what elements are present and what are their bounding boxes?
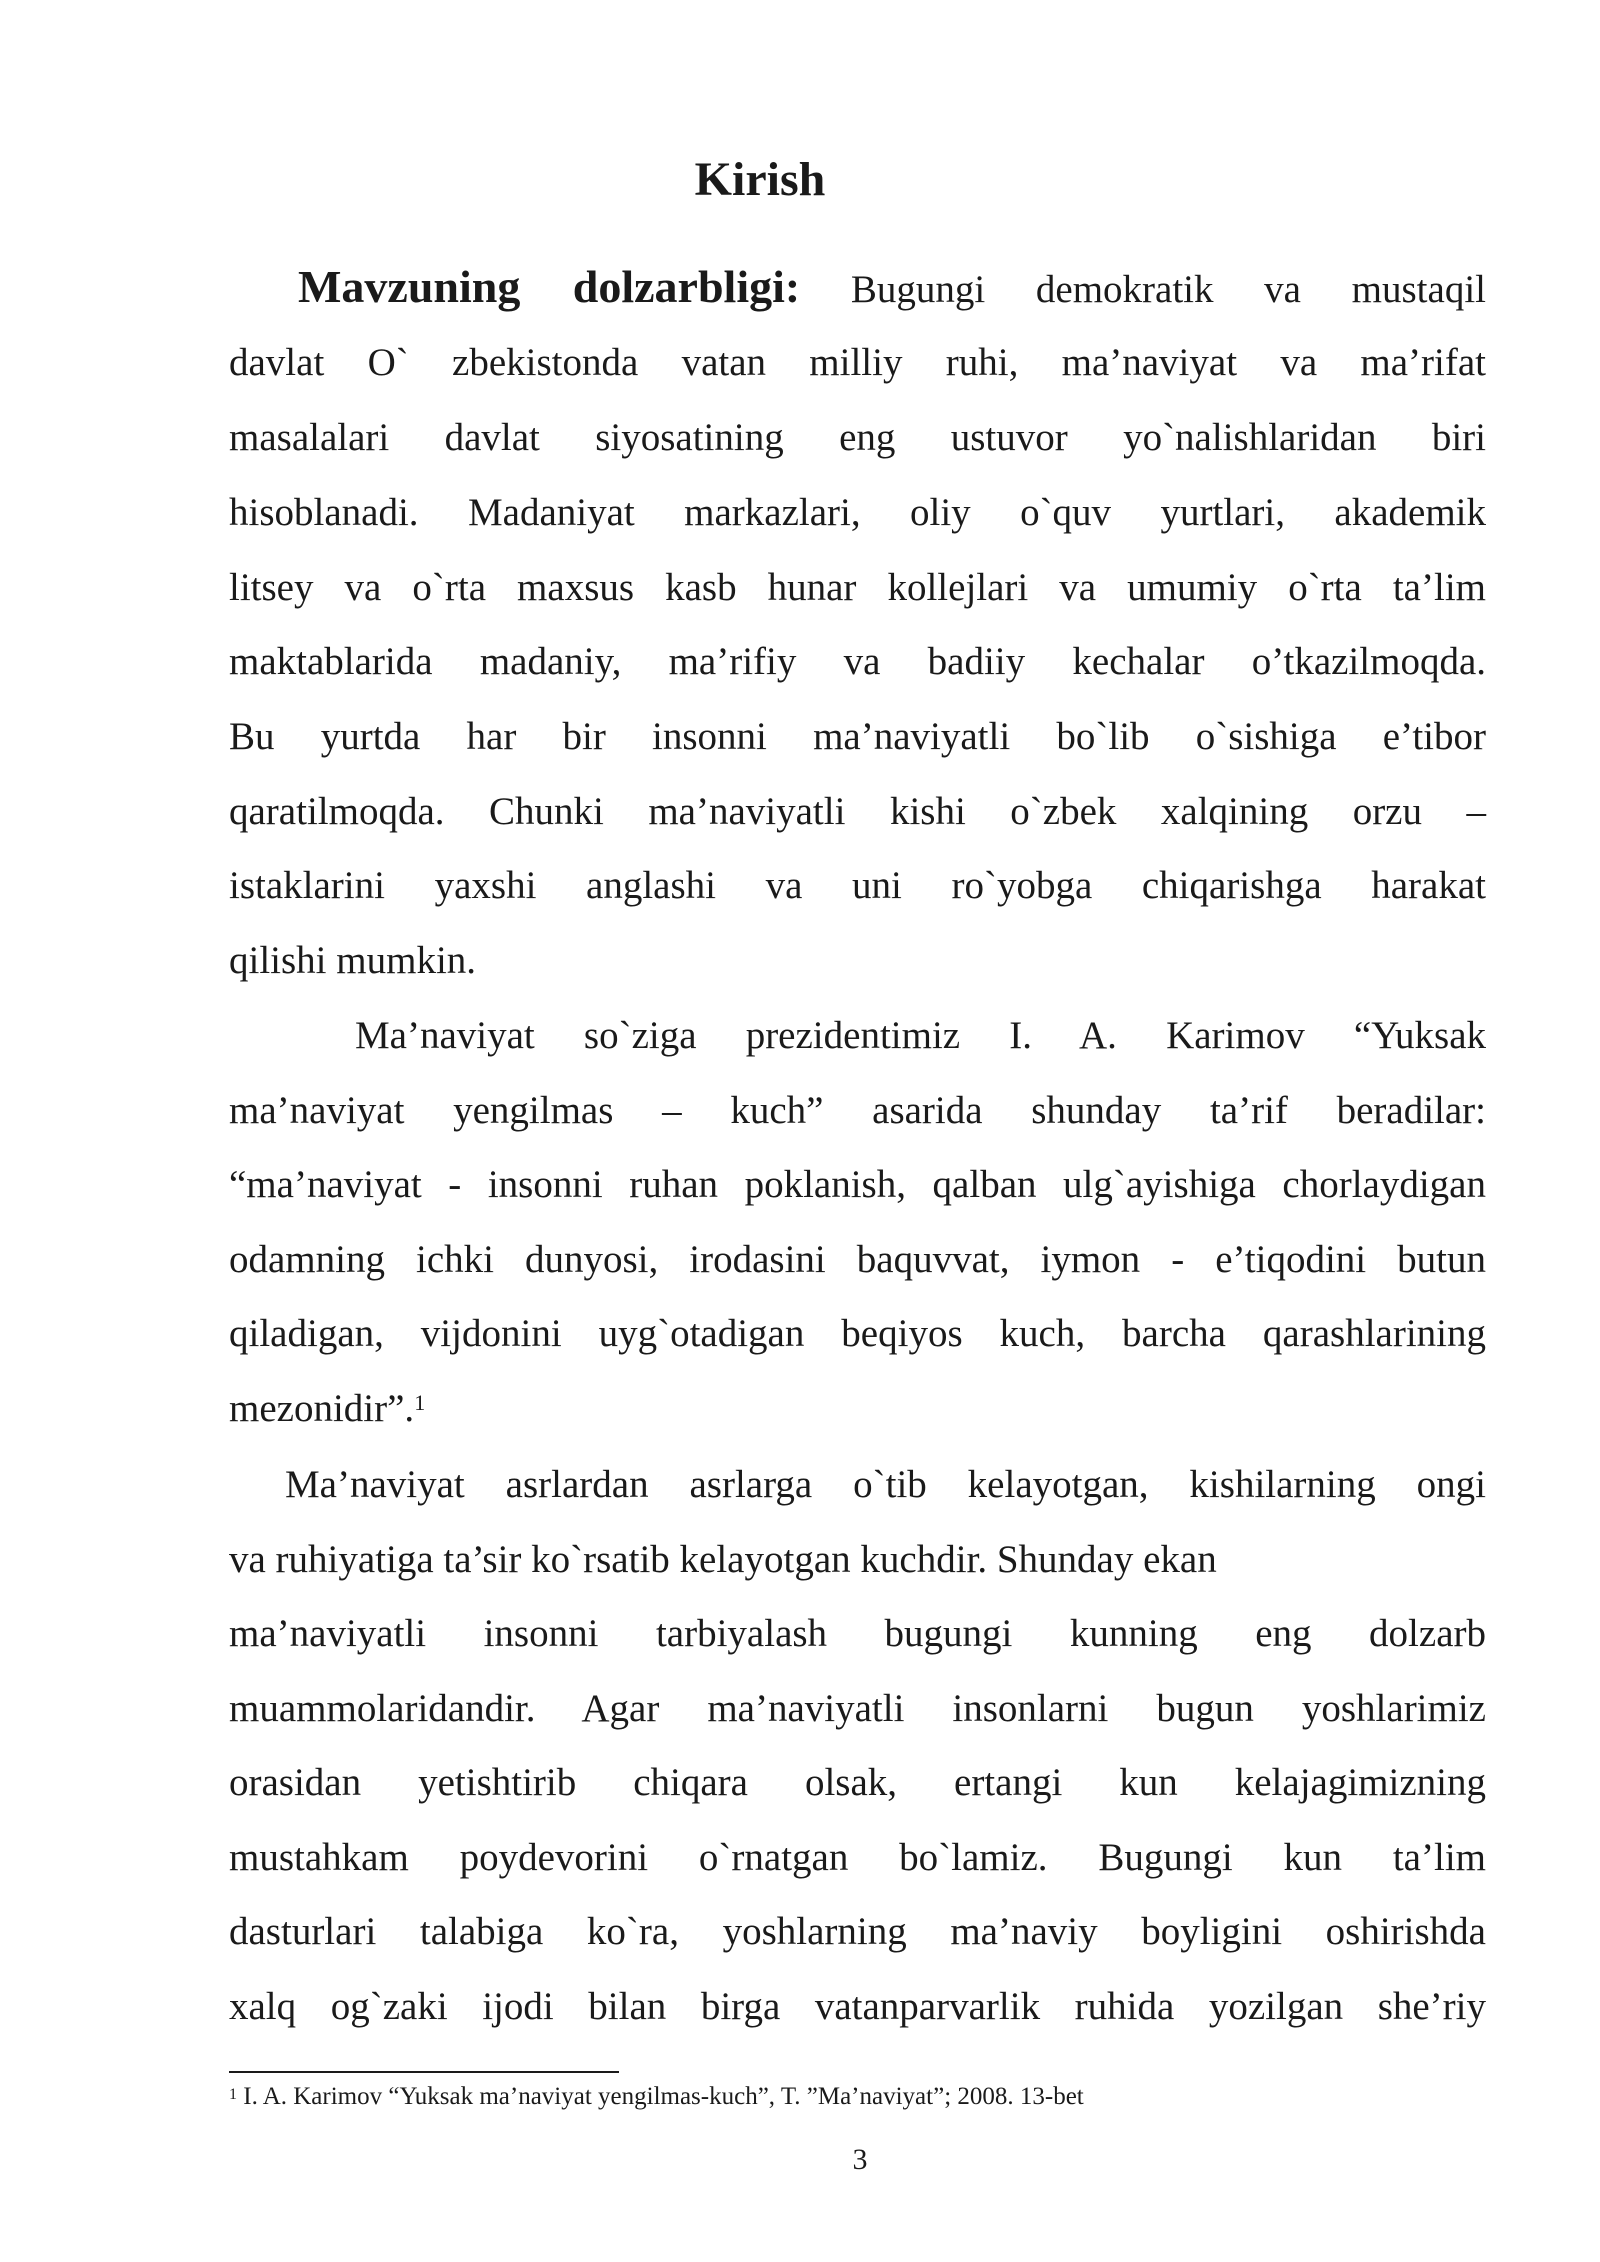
paragraph-line: odamning ichki dunyosi, irodasini baquvvat, iymon - e’tiqodini butun [229, 1238, 1486, 1281]
footnote-reference[interactable]: 1 [414, 1390, 426, 1415]
paragraph-line: va ruhiyatiga ta’sir ko`rsatib kelayotgan kuchdir. Shunday ekan [229, 1538, 1217, 1581]
paragraph-line: muammolaridandir. Agar ma’naviyatli insonlarni bugun yoshlarimiz [229, 1687, 1486, 1730]
paragraph-line: ma’naviyat yengilmas – kuch” asarida shunday ta’rif beradilar: [229, 1089, 1486, 1132]
paragraph-line: qilishi mumkin. [229, 939, 477, 982]
paragraph-line: mustahkam poydevorini o`rnatgan bo`lamiz. Bugungi kun ta’lim [229, 1836, 1486, 1879]
paragraph-line: dasturlari talabiga ko`ra, yoshlarning ma’naviy boyligini oshirishda [229, 1910, 1486, 1953]
page-number: 3 [852, 2143, 868, 2176]
lead-line-text: Bugungi demokratik va mustaqil [850, 268, 1486, 311]
paragraph-line: “ma’naviyat - insonni ruhan poklanish, qalban ulg`ayishiga chorlaydigan [229, 1163, 1486, 1206]
paragraph-line: orasidan yetishtirib chiqara olsak, ertangi kun kelajagimizning [229, 1761, 1486, 1804]
paragraph-line: Ma’naviyat so`ziga prezidentimiz I. A. Karimov “Yuksak [355, 1014, 1486, 1057]
paragraph-line: xalq og`zaki ijodi bilan birga vatanparvarlik ruhida yozilgan she’riy [229, 1985, 1486, 2028]
page-title: Kirish [694, 153, 826, 206]
paragraph-line: ma’naviyatli insonni tarbiyalash bugungi kunning eng dolzarb [229, 1612, 1486, 1655]
quote-end-text: mezonidir”. [229, 1387, 415, 1430]
paragraph-line: davlat O` zbekistonda vatan milliy ruhi, ma’naviyat va ma’rifat [229, 341, 1486, 384]
paragraph-line [298, 263, 1486, 314]
paragraph-line: Bu yurtda har bir insonni ma’naviyatli bo`lib o`sishiga e’tibor [229, 715, 1486, 758]
lead-heading: Mavzuning dolzarbligi: [298, 261, 801, 312]
paragraph-line: qiladigan, vijdonini uyg`otadigan beqiyos kuch, barcha qarashlarining [229, 1312, 1486, 1355]
footnote [229, 2080, 1084, 2114]
footnote-text: I. A. Karimov “Yuksak ma’naviyat yengilmas-kuch”, T. ”Ma’naviyat”; 2008. 13-bet [243, 2083, 1084, 2110]
paragraph-line: masalalari davlat siyosatining eng ustuvor yo`nalishlaridan biri [229, 416, 1486, 459]
paragraph-line: istaklarini yaxshi anglashi va uni ro`yobga chiqarishga harakat [229, 864, 1486, 907]
paragraph-line: qaratilmoqda. Chunki ma’naviyatli kishi o`zbek xalqining orzu – [229, 790, 1486, 833]
footnote-number: 1 [229, 2086, 237, 2103]
paragraph-line: litsey va o`rta maxsus kasb hunar kollejlari va umumiy o`rta ta’lim [229, 566, 1486, 609]
paragraph-line: hisoblanadi. Madaniyat markazlari, oliy o`quv yurtlari, akademik [229, 491, 1486, 534]
paragraph-line: Ma’naviyat asrlardan asrlarga o`tib kelayotgan, kishilarning ongi [285, 1463, 1486, 1506]
paragraph-line: maktablarida madaniy, ma’rifiy va badiiy kechalar o’tkazilmoqda. [229, 640, 1486, 683]
footnote-separator [229, 2071, 619, 2073]
paragraph-line [229, 1385, 1486, 1433]
